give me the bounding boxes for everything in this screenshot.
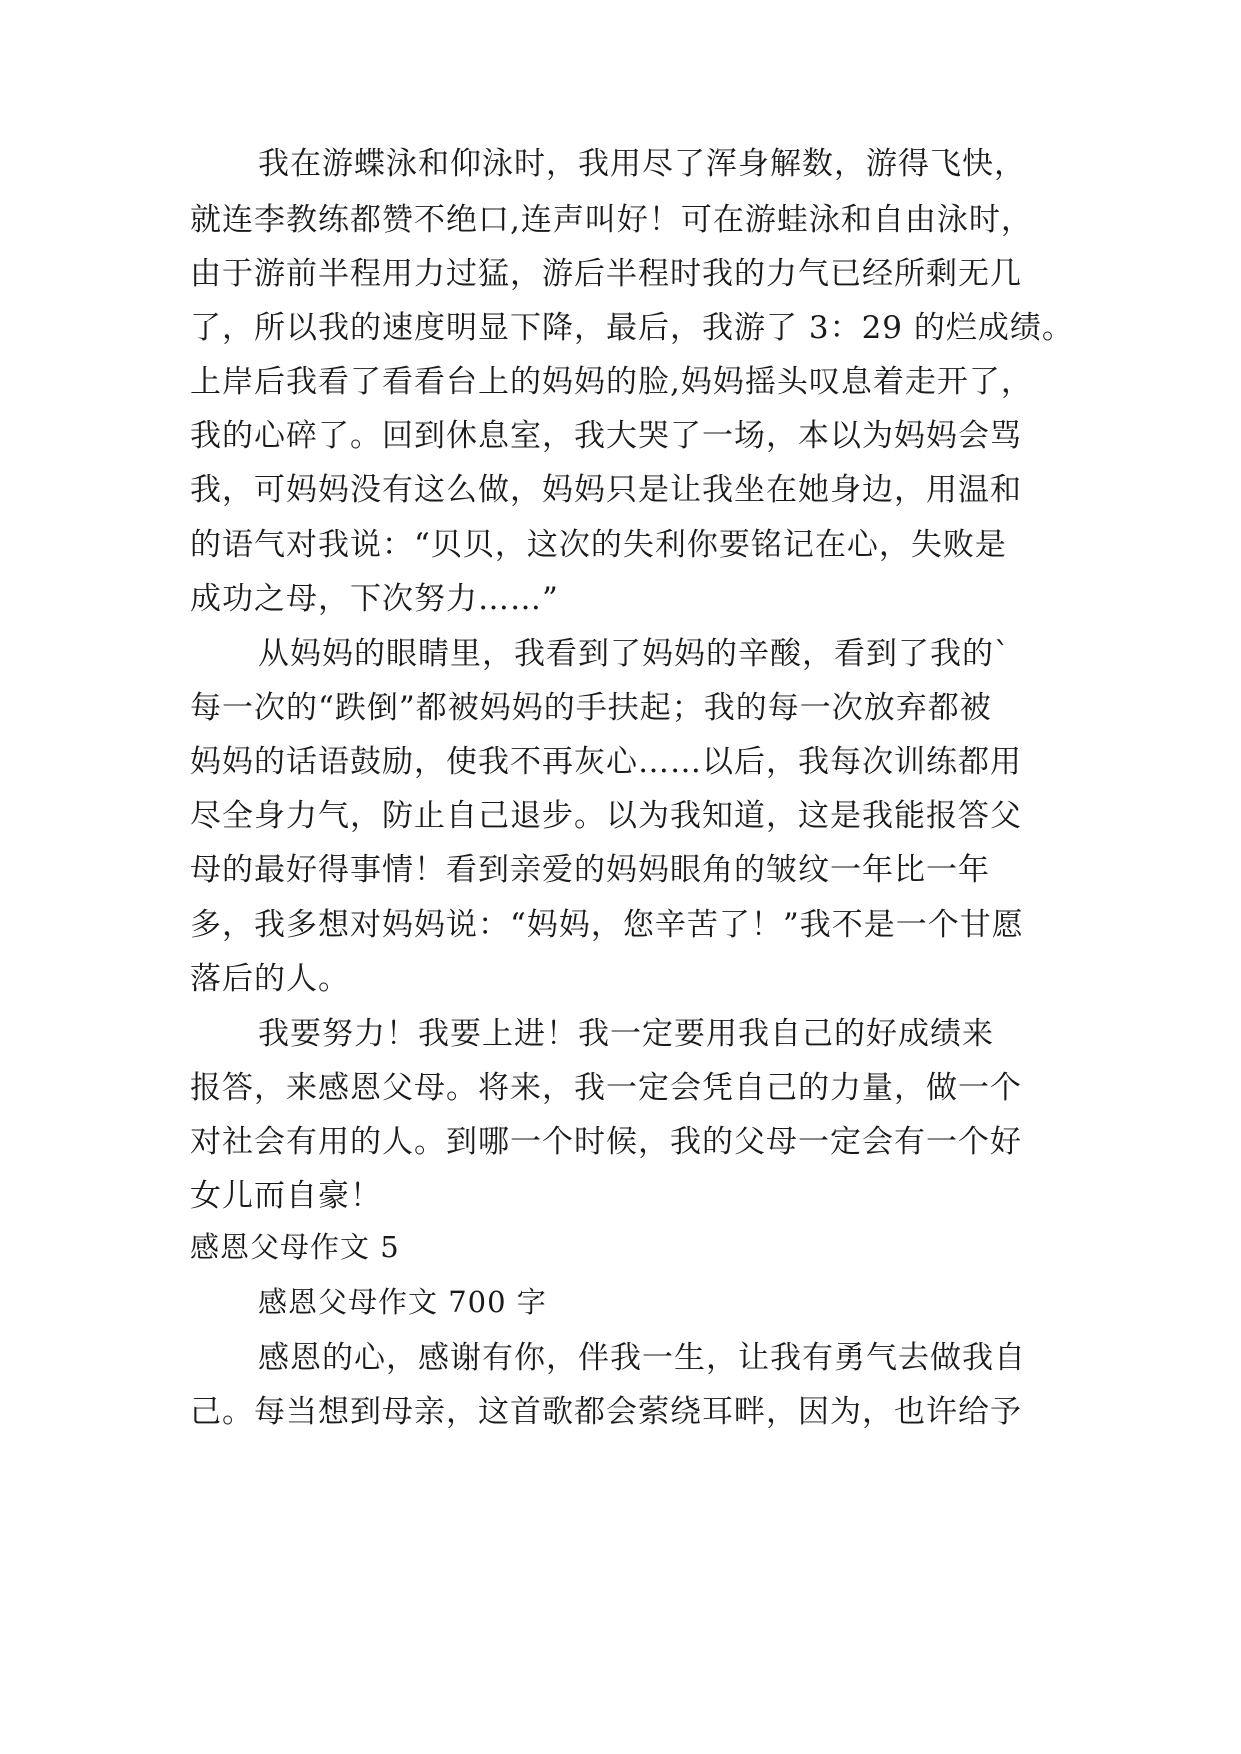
text-line: 落后的人。 — [190, 961, 350, 997]
text-line: 的语气对我说：“贝贝，这次的失利你要铭记在心，失败是 — [190, 527, 1007, 563]
text-line: 多，我多想对妈妈说：“妈妈，您辛苦了！”我不是一个甘愿 — [190, 907, 1024, 943]
text-line: 己。每当想到母亲，这首歌都会萦绕耳畔，因为，也许给予 — [190, 1394, 1022, 1430]
text-line: 每一次的“跌倒”都被妈妈的手扶起；我的每一次放弃都被 — [190, 690, 992, 726]
text-line: 我在游蝶泳和仰泳时，我用尽了浑身解数，游得飞快， — [258, 146, 1026, 182]
text-line: 对社会有用的人。到哪一个时候，我的父母一定会有一个好 — [190, 1124, 1022, 1160]
text-line: 我要努力！我要上进！我一定要用我自己的好成绩来 — [258, 1016, 994, 1052]
text-line: 我的心碎了。回到休息室，我大哭了一场，本以为妈妈会骂 — [190, 418, 1022, 454]
section-heading: 感恩父母作文 5 — [190, 1230, 400, 1264]
text-line: 从妈妈的眼睛里，我看到了妈妈的辛酸，看到了我的` — [258, 636, 1011, 672]
text-line: 妈妈的话语鼓励，使我不再灰心……以后，我每次训练都用 — [190, 744, 1022, 780]
text-line: 感恩的心，感谢有你，伴我一生，让我有勇气去做我自 — [258, 1340, 1026, 1376]
text-line: 尽全身力气，防止自己退步。以为我知道，这是我能报答父 — [190, 798, 1022, 834]
text-line: 了，所以我的速度明显下降，最后，我游了 3：29 的烂成绩。 — [190, 310, 1074, 346]
text-line: 女儿而自豪！ — [190, 1178, 382, 1214]
text-line: 就连李教练都赞不绝口,连声叫好！可在游蛙泳和自由泳时， — [190, 202, 1033, 238]
text-line: 母的最好得事情！看到亲爱的妈妈眼角的皱纹一年比一年 — [190, 852, 990, 888]
text-line: 上岸后我看了看看台上的妈妈的脸,妈妈摇头叹息着走开了， — [190, 364, 1033, 400]
essay-title: 感恩父母作文 700 字 — [258, 1285, 547, 1319]
text-line: 由于游前半程用力过猛，游后半程时我的力气已经所剩无几 — [190, 256, 1022, 292]
text-line: 成功之母，下次努力……” — [190, 581, 559, 617]
text-line: 我，可妈妈没有这么做，妈妈只是让我坐在她身边，用温和 — [190, 472, 1022, 508]
text-line: 报答，来感恩父母。将来，我一定会凭自己的力量，做一个 — [190, 1070, 1022, 1106]
